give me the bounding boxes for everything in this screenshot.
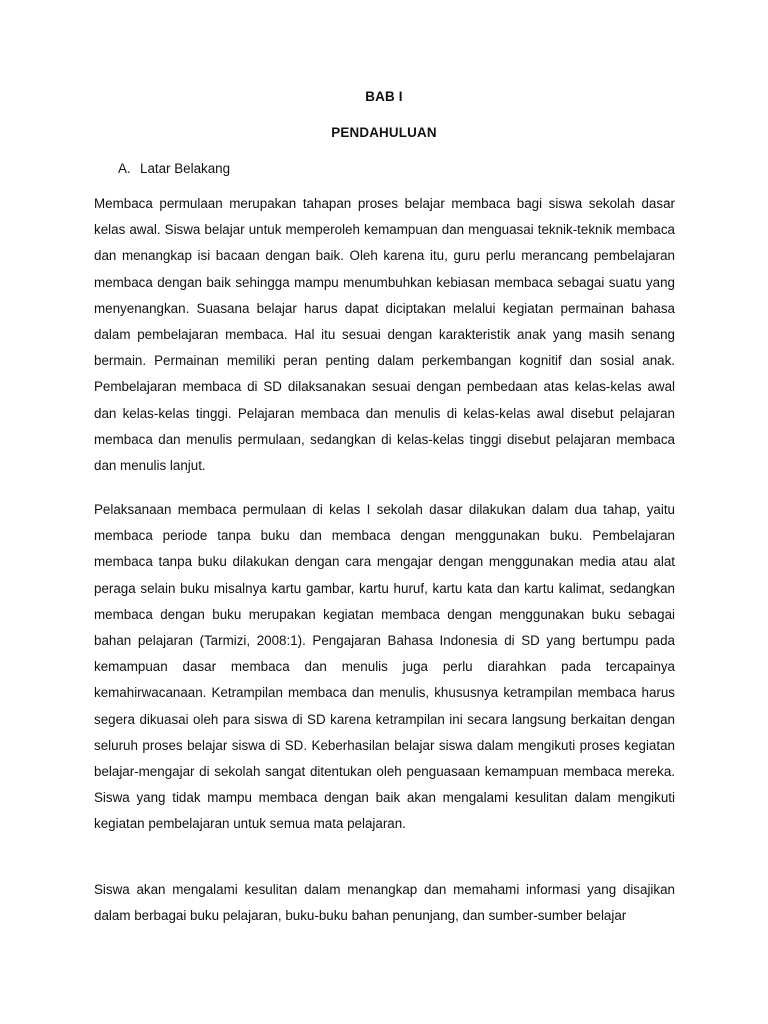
chapter-title: PENDAHULUAN bbox=[331, 125, 437, 140]
section-letter: A. bbox=[118, 161, 131, 176]
section-heading bbox=[118, 161, 230, 176]
paragraph-2: Pelaksanaan membaca permulaan di kelas I sekolah dasar dilakukan dalam dua tahap, yaitu membaca periode tanpa buku dan membaca dengan menggunakan buku. Pembelajaran membaca tanpa buku dilakukan dengan cara mengajar dengan menggunakan media atau alat peraga selain buku misalnya kartu gambar, kartu huruf, kartu kata dan kartu kalimat, sedangkan membaca dengan buku merupakan kegiatan membaca dengan menggunakan buku sebagai bahan pelajaran (Tarmizi, 2008:1). Pengajaran Bahasa Indonesia di SD yang bertumpu pada kemampuan dasar membaca dan menulis juga perlu diarahkan pada tercapainya kemahirwacanaan. Ketrampilan membaca dan menulis, khususnya ketrampilan membaca harus segera dikuasai oleh para siswa di SD karena ketrampilan ini secara langsung berkaitan dengan seluruh proses belajar siswa di SD. Keberhasilan belajar siswa dalam mengikuti proses kegiatan belajar-mengajar di sekolah sangat ditentukan oleh penguasaan kemampuan membaca mereka. Siswa yang tidak mampu membaca dengan baik akan mengalami kesulitan dalam mengikuti kegiatan pembelajaran untuk semua mata pelajaran. bbox=[94, 502, 675, 832]
paragraph-3: Siswa akan mengalami kesulitan dalam menangkap dan memahami informasi yang disajikan dalam berbagai buku pelajaran, buku-buku bahan penunjang, dan sumber-sumber belajar bbox=[94, 882, 675, 924]
section-title: Latar Belakang bbox=[140, 161, 231, 176]
paragraph-1: Membaca permulaan merupakan tahapan proses belajar membaca bagi siswa sekolah dasar kelas awal. Siswa belajar untuk memperoleh kemampuan dan menguasai teknik-teknik membaca dan menangkap isi bacaan dengan baik. Oleh karena itu, guru perlu merancang pembelajaran membaca dengan baik sehingga mampu menumbuhkan kebiasan membaca sebagai suatu yang menyenangkan. Suasana belajar harus dapat diciptakan melalui kegiatan permainan bahasa dalam pembelajaran membaca. Hal itu sesuai dengan karakteristik anak yang masih senang bermain. Permainan memiliki peran penting dalam perkembangan kognitif dan sosial anak. Pembelajaran membaca di SD dilaksanakan sesuai dengan pembedaan atas kelas-kelas awal dan kelas-kelas tinggi. Pelajaran membaca dan menulis di kelas-kelas awal disebut pelajaran membaca dan menulis permulaan, sedangkan di kelas-kelas tinggi disebut pelajaran membaca dan menulis lanjut. bbox=[94, 196, 675, 474]
chapter-label: BAB I bbox=[365, 89, 403, 104]
